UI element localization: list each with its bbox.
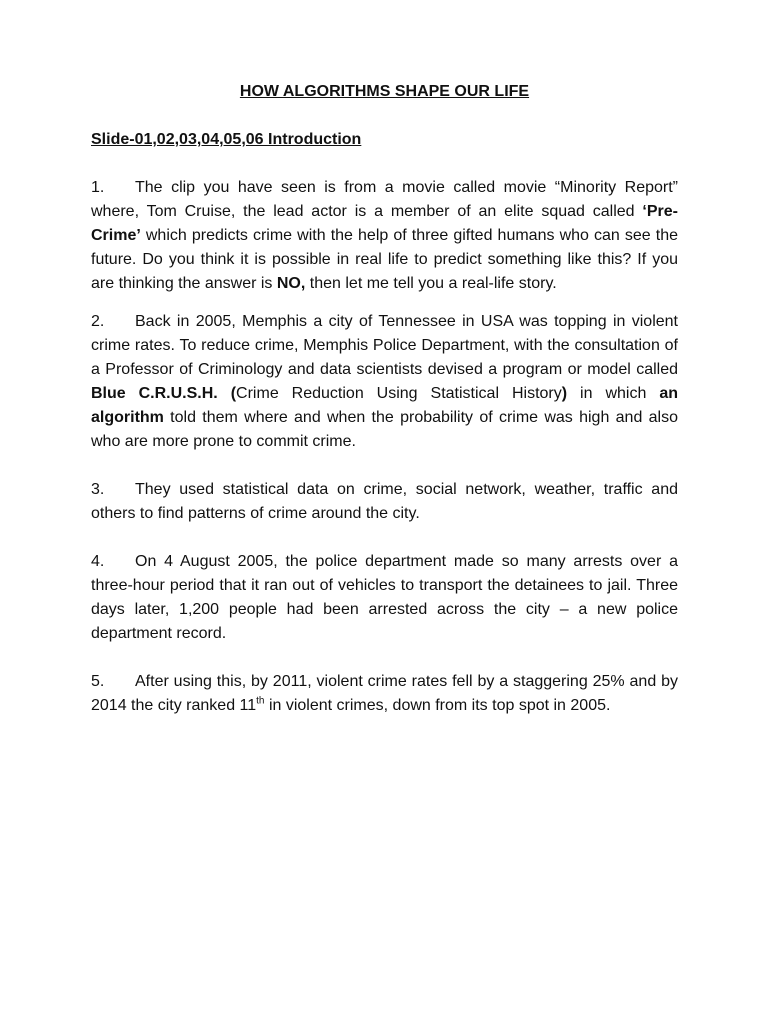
bold-term-no: NO, bbox=[276, 275, 306, 292]
section-heading: Slide-01,02,03,04,05,06 Introduction bbox=[91, 131, 362, 148]
paragraph-text: then let me tell you a real-life story. bbox=[305, 275, 557, 292]
document-page bbox=[91, 80, 678, 718]
paragraph-4 bbox=[91, 550, 678, 646]
paragraph-text: which predicts crime with the help of three gifted humans who can see the future. Do you think it is possible in real life to predict something like this? If you are thinking the answer is bbox=[91, 227, 678, 292]
document-title: HOW ALGORITHMS SHAPE OUR LIFE bbox=[239, 83, 530, 100]
paragraph-text: They used statistical data on crime, social network, weather, traffic and others to find patterns of crime around the city. bbox=[91, 481, 678, 522]
bold-term-algorithm: an algorithm bbox=[91, 385, 679, 426]
paragraph-number: 1. bbox=[91, 179, 105, 196]
paragraph-1 bbox=[91, 176, 678, 296]
paragraph-3 bbox=[91, 478, 678, 526]
paragraph-number: 3. bbox=[91, 481, 105, 498]
paragraph-text: Crime Reduction Using Statistical History bbox=[236, 385, 562, 402]
paragraph-number: 5. bbox=[91, 673, 105, 690]
paragraph-text: told them where and when the probability of crime was high and also who are more prone to commit crime. bbox=[91, 409, 678, 450]
paragraph-text: in violent crimes, down from its top spot in 2005. bbox=[264, 697, 611, 714]
paragraph-text: On 4 August 2005, the police department made so many arrests over a three-hour period that it ran out of vehicles to transport the detainees to jail. Three days later, 1,200 people had been arrested across the city – a new police department record. bbox=[91, 553, 678, 642]
paragraph-text: Back in 2005, Memphis a city of Tennessee in USA was topping in violent crime rates. To reduce crime, Memphis Police Department, with the consultation of a Professor of Criminology and data scientists devised a program or model called bbox=[91, 313, 678, 378]
paragraph-number: 4. bbox=[91, 553, 105, 570]
bold-paren: ) bbox=[561, 385, 568, 402]
paragraph-text: in which bbox=[567, 385, 660, 402]
bold-term-blue-crush: Blue C.R.U.S.H. ( bbox=[91, 385, 237, 402]
paragraph-2 bbox=[91, 310, 678, 454]
paragraph-number: 2. bbox=[91, 313, 105, 330]
ordinal-suffix: th bbox=[256, 695, 265, 707]
paragraph-text: The clip you have seen is from a movie called movie “Minority Report” where, Tom Cruise, the lead actor is a member of an elite squad called bbox=[91, 179, 678, 220]
bold-term-pre-crime: ‘Pre-Crime’ bbox=[91, 203, 678, 244]
paragraph-text: After using this, by 2011, violent crime rates fell by a staggering 25% and by 2014 the city ranked 11 bbox=[91, 673, 678, 714]
paragraph-5 bbox=[91, 670, 678, 718]
